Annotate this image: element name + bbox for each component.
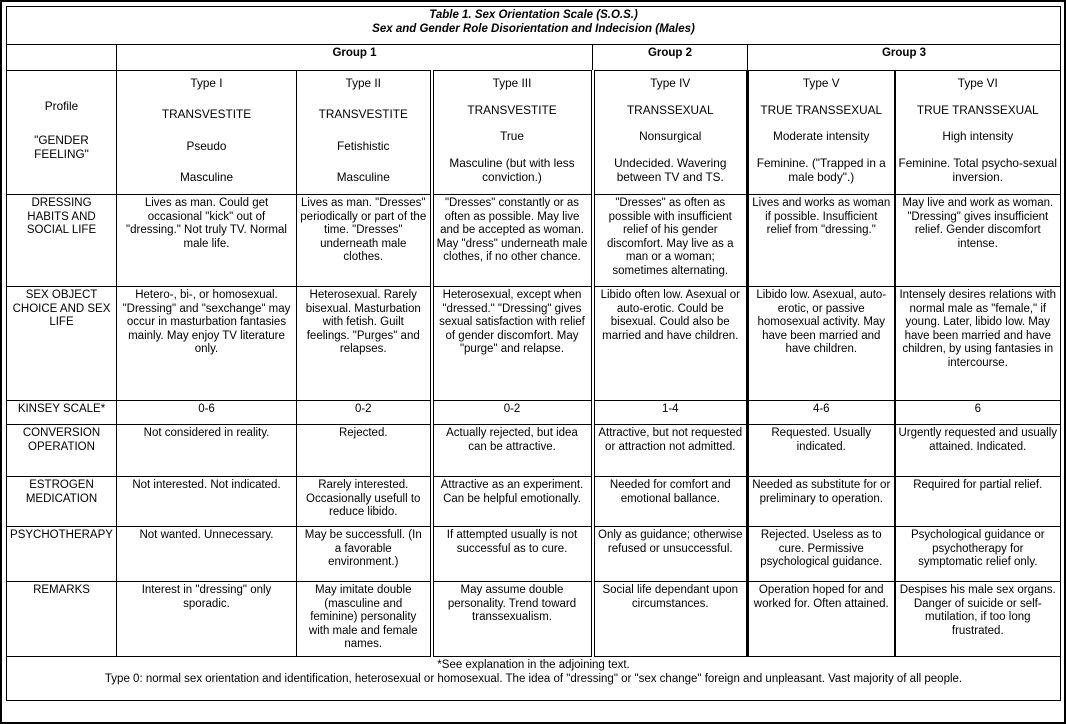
table-cell: May assume double personality. Trend toward transsexualism.	[432, 582, 593, 657]
table-cell: Lives as man. "Dresses" periodically or part of the time. "Dresses" underneath male clothes.	[297, 195, 432, 287]
table-cell: "Dresses" as often as possible with insufficient relief of his gender discomfort. May live as a man or a woman; sometimes alternating.	[593, 195, 748, 287]
table-cell: Needed as substitute for or preliminary to operation.	[748, 477, 895, 527]
table-cell: Libido low. Asexual, auto-erotic, or passive homosexual activity. May have been married and have children.	[748, 287, 895, 401]
row-label-profile	[7, 71, 117, 195]
footnote-line-1: *See explanation in the adjoining text.	[437, 659, 630, 671]
profile-cell-type-6	[895, 71, 1061, 195]
type-label: Type III	[492, 76, 532, 90]
type-label: Type VI	[957, 76, 998, 90]
type-feeling: Undecided. Wavering between TV and TS.	[614, 156, 727, 185]
row-label: PSYCHOTHERAPY	[7, 527, 117, 582]
table-cell: Rejected. Useless as to cure. Permissive psychological guidance.	[748, 527, 895, 582]
group-header-row	[7, 45, 1061, 71]
type-label: Type I	[190, 76, 223, 90]
table-cell: If attempted usually is not successful as to cure.	[432, 527, 593, 582]
type-feeling: Masculine	[336, 170, 390, 185]
table-cell: Intensely desires relations with normal male as "female," if young. Later, libido low. May have been married and have children, by using fantasies in intercourse.	[895, 287, 1061, 401]
table-cell: Actually rejected, but idea can be attractive.	[432, 425, 593, 477]
table-cell: Social life dependant upon circumstances.	[593, 582, 748, 657]
title-line-1: Table 1. Sex Orientation Scale (S.O.S.)	[429, 9, 638, 21]
type-name: TRANSSEXUAL	[626, 102, 714, 117]
group-3-header: Group 3	[748, 45, 1061, 71]
table-row-sex-object-choice	[7, 287, 1061, 401]
title-line-2: Sex and Gender Role Disorientation and Indecision (Males)	[372, 22, 695, 35]
table-cell: 1-4	[593, 401, 748, 425]
table-cell: Needed for comfort and emotional ballance.	[593, 477, 748, 527]
profile-row	[7, 71, 1061, 195]
table-title	[7, 7, 1061, 45]
profile-cell-type-2	[297, 71, 432, 195]
table-cell: 0-6	[117, 401, 297, 425]
table-cell: Requested. Usually indicated.	[748, 425, 895, 477]
type-feeling: Masculine	[179, 170, 234, 185]
table-cell: Hetero-, bi-, or homosexual. "Dressing" and "sexchange" may occur in masturbation fantasies mainly. May enjoy TV literature only.	[117, 287, 297, 401]
table-cell: Psychological guidance or psychotherapy for symptomatic relief only.	[895, 527, 1061, 582]
type-subtype: Pseudo	[186, 138, 227, 153]
footnote-line-2: Type 0: normal sex orientation and identification, heterosexual or homosexual. The idea of "dressing" or "sex change" foreign and unpleasant. Vast majority of all people.	[104, 672, 963, 685]
table-cell: Rejected.	[297, 425, 432, 477]
type-name: TRANSVESTITE	[161, 107, 252, 122]
table-cell: Attractive, but not requested or attraction not admitted.	[593, 425, 748, 477]
type-name: TRANSVESTITE	[467, 102, 557, 117]
table-cell: May imitate double (masculine and feminine) personality with male and female names.	[297, 582, 432, 657]
table-cell: Interest in "dressing" only sporadic.	[117, 582, 297, 657]
table-cell: "Dresses" constantly or as often as possible. May live and be accepted as woman. May "dress" underneath male clothes, if no other chance.	[432, 195, 593, 287]
table-cell: 6	[895, 401, 1061, 425]
table-cell: Despises his male sex organs. Danger of suicide or self-mutilation, if too long frustrated.	[895, 582, 1061, 657]
row-label: KINSEY SCALE*	[7, 401, 117, 425]
gender-feeling-label: "GENDER FEELING"	[34, 133, 89, 161]
table-cell: Urgently requested and usually attained. Indicated.	[895, 425, 1061, 477]
table-cell: Lives and works as woman if possible. Insufficient relief from "dressing."	[748, 195, 895, 287]
sos-table	[6, 6, 1061, 701]
table-row-dressing-habits	[7, 195, 1061, 287]
corner-cell	[7, 45, 117, 71]
title-row	[7, 7, 1061, 45]
type-feeling: Feminine. ("Trapped in a male body".)	[756, 156, 886, 185]
table-row-psychotherapy	[7, 527, 1061, 582]
table-cell: Rarely interested. Occasionally usefull to reduce libido.	[297, 477, 432, 527]
profile-cell-type-4	[593, 71, 748, 195]
row-label: DRESSING HABITS AND SOCIAL LIFE	[7, 195, 117, 287]
type-name: TRUE TRANSSEXUAL	[760, 102, 883, 117]
profile-cell-type-1	[117, 71, 297, 195]
type-feeling: Masculine (but with less conviction.)	[449, 156, 575, 185]
table-cell: Only as guidance; otherwise refused or unsuccessful.	[593, 527, 748, 582]
table-cell: 0-2	[432, 401, 593, 425]
footnote-block	[7, 657, 1061, 701]
profile-label: Profile	[44, 99, 79, 114]
row-label: REMARKS	[7, 582, 117, 657]
table-cell: Attractive as an experiment. Can be helpful emotionally.	[432, 477, 593, 527]
table-cell: Heterosexual, except when "dressed." "Dressing" gives sexual satisfaction with relief of gender discomfort. May "purge" and relapse.	[432, 287, 593, 401]
type-feeling: Feminine. Total psycho-sexual inversion.	[898, 156, 1057, 185]
type-subtype: True	[500, 129, 524, 144]
type-label: Type V	[802, 76, 840, 90]
table-cell: Lives as man. Could get occasional "kick" out of "dressing." Not truly TV. Normal male life.	[117, 195, 297, 287]
table-row-estrogen-medication	[7, 477, 1061, 527]
table-cell: 0-2	[297, 401, 432, 425]
table-row-remarks	[7, 582, 1061, 657]
profile-cell-type-5	[748, 71, 895, 195]
table-cell: Operation hoped for and worked for. Often attained.	[748, 582, 895, 657]
type-label: Type IV	[650, 76, 691, 90]
table-cell: Libido often low. Asexual or auto-erotic. Could be bisexual. Could also be married and have children.	[593, 287, 748, 401]
type-subtype: High intensity	[942, 129, 1014, 144]
type-subtype: Fetishistic	[337, 138, 390, 153]
table-cell: Not considered in reality.	[117, 425, 297, 477]
type-subtype: Moderate intensity	[773, 129, 870, 144]
type-name: TRUE TRANSSEXUAL	[916, 102, 1039, 117]
row-label: SEX OBJECT CHOICE AND SEX LIFE	[7, 287, 117, 401]
group-2-header: Group 2	[593, 45, 748, 71]
table-cell: May live and work as woman. "Dressing" gives insufficient relief. Gender discomfort intense.	[895, 195, 1061, 287]
group-1-header: Group 1	[117, 45, 593, 71]
table-cell: 4-6	[748, 401, 895, 425]
footnote-row	[7, 657, 1061, 701]
row-label: ESTROGEN MEDICATION	[7, 477, 117, 527]
table-cell: Heterosexual. Rarely bisexual. Masturbation with fetish. Guilt feelings. "Purges" and relapses.	[297, 287, 432, 401]
table-cell: May be successfull. (In a favorable environment.)	[297, 527, 432, 582]
table-cell: Not interested. Not indicated.	[117, 477, 297, 527]
profile-cell-type-3	[432, 71, 593, 195]
table-row-kinsey-scale	[7, 401, 1061, 425]
row-label: CONVERSION OPERATION	[7, 425, 117, 477]
type-name: TRANSVESTITE	[318, 107, 408, 122]
table-cell: Required for partial relief.	[895, 477, 1061, 527]
table-row-conversion-operation	[7, 425, 1061, 477]
profile-label-stack	[10, 73, 113, 189]
type-subtype: Nonsurgical	[639, 129, 702, 144]
table-cell: Not wanted. Unnecessary.	[117, 527, 297, 582]
type-label: Type II	[345, 76, 381, 90]
